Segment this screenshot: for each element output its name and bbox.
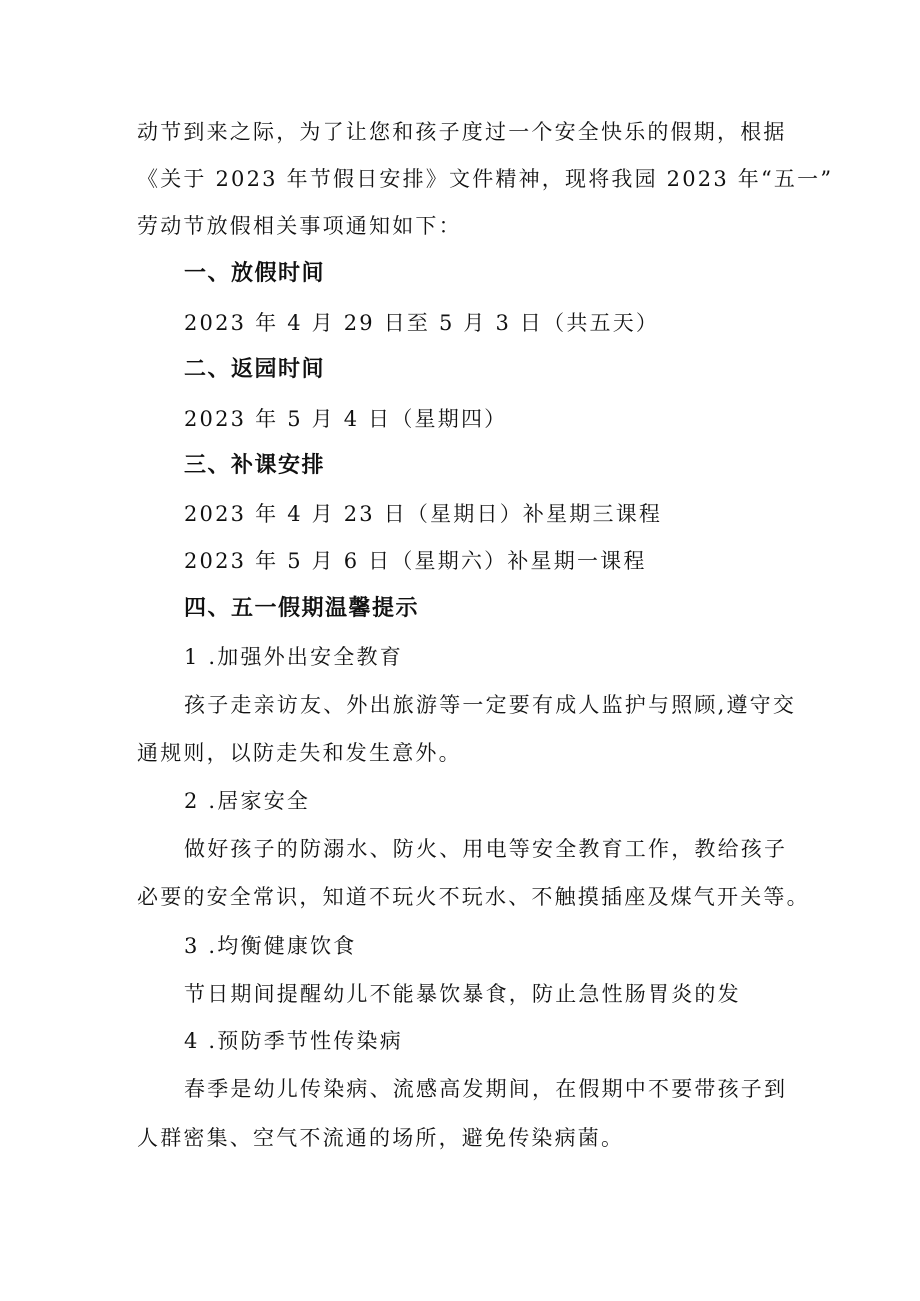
- return-time-text: 2023 年 5 月 4 日（星期四）: [184, 407, 508, 431]
- section-heading-return-time: 二、返园时间: [184, 357, 326, 382]
- holiday-time-text: 2023 年 4 月 29 日至 5 月 3 日（共五天）: [184, 311, 660, 335]
- tip-4-body-line-2: 人群密集、空气不流通的场所，避免传染病菌。: [137, 1126, 625, 1150]
- tip-3-title: 3 .均衡健康饮食: [184, 934, 357, 958]
- tip-1-body-line-1: 孩子走亲访友、外出旅游等一定要有成人监护与照顾,遵守交: [184, 693, 797, 717]
- intro-line-2: 《关于 2023 年节假日安排》文件精神，现将我园 2023 年“五一”: [137, 167, 834, 191]
- tip-3-body-line-1: 节日期间提醒幼儿不能暴饮暴食，防止急性肠胃炎的发: [184, 982, 741, 1006]
- makeup-class-line-2: 2023 年 5 月 6 日（星期六）补星期一课程: [184, 549, 647, 573]
- makeup-class-line-1: 2023 年 4 月 23 日（星期日）补星期三课程: [184, 502, 663, 526]
- tip-2-title: 2 .居家安全: [184, 789, 311, 813]
- tip-1-body-line-2: 通规则，以防走失和发生意外。: [137, 741, 462, 765]
- tip-4-body-line-1: 春季是幼儿传染病、流感高发期间，在假期中不要带孩子到: [184, 1077, 788, 1101]
- intro-line-1: 动节到来之际，为了让您和孩子度过一个安全快乐的假期，根据: [137, 120, 787, 144]
- intro-line-3: 劳动节放假相关事项通知如下：: [137, 214, 462, 238]
- tip-1-title: 1 .加强外出安全教育: [184, 645, 403, 669]
- section-heading-holiday-tips: 四、五一假期温馨提示: [184, 596, 420, 621]
- section-heading-makeup-classes: 三、补课安排: [184, 453, 326, 478]
- tip-2-body-line-1: 做好孩子的防溺水、防火、用电等安全教育工作，教给孩子: [184, 837, 788, 861]
- tip-2-body-line-2: 必要的安全常识，知道不玩火不玩水、不触摸插座及煤气开关等。: [137, 885, 810, 909]
- section-heading-holiday-time: 一、放假时间: [184, 261, 326, 286]
- tip-4-title: 4 .预防季节性传染病: [184, 1029, 403, 1053]
